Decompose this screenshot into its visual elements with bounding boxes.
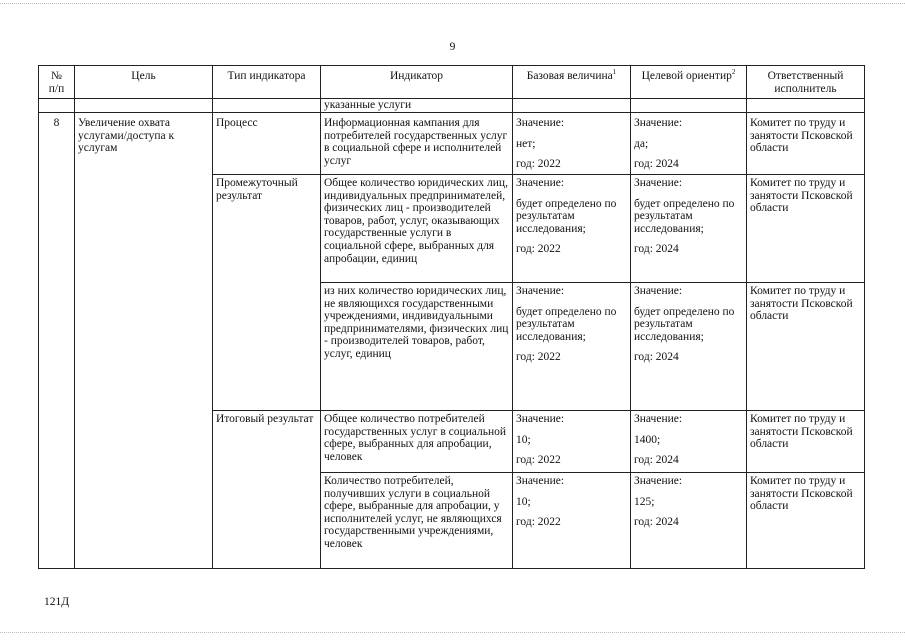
- indicators-table: [38, 65, 865, 569]
- baseline-cell: Значение: будет определено по результатам исследования; год: 2022: [513, 175, 631, 283]
- scan-top-edge: [0, 3, 905, 4]
- header-indicator: Индикатор: [321, 66, 513, 99]
- indicator-cell: Общее количество юридических лиц, индивидуальных предпринимателей, физических лиц - производителей товаров, работ, услуг, оказывающих государственные услуги в социальной сфере, выбранных для апробации, единиц: [321, 175, 513, 283]
- indicator-type-cell: Итоговый результат: [213, 411, 321, 569]
- baseline-cell: Значение: будет определено по результатам исследования; год: 2022: [513, 283, 631, 411]
- target-cell: Значение: 125; год: 2024: [631, 473, 747, 569]
- document-code: 121Д: [44, 596, 70, 608]
- target-cell: Значение: будет определено по результатам исследования; год: 2024: [631, 283, 747, 411]
- footnote-mark: 2: [731, 68, 736, 77]
- header-target: Целевой ориентир$^2$: [631, 66, 747, 99]
- continuation-indicator: указанные услуги: [321, 99, 513, 113]
- goal-cell: Увеличение охвата услугами/доступа к услугам: [75, 113, 213, 569]
- indicator-cell: Количество потребителей, получивших услуги в социальной сфере, выбранные для апробации, у исполнителей услуг, не являющихся государственными учреждениями, человек: [321, 473, 513, 569]
- baseline-cell: Значение: 10; год: 2022: [513, 411, 631, 473]
- responsible-cell: Комитет по труду и занятости Псковской области: [747, 113, 865, 175]
- header-goal: Цель: [75, 66, 213, 99]
- target-cell: Значение: будет определено по результатам исследования; год: 2024: [631, 175, 747, 283]
- baseline-cell: Значение: 10; год: 2022: [513, 473, 631, 569]
- indicator-cell: из них количество юридических лиц, не являющихся государственными учреждениями, индивидуальными предпринимателями, физических лиц - производителей товаров, работ, услуг, единиц: [321, 283, 513, 411]
- scan-bottom-edge: [0, 632, 905, 633]
- row-number: 8: [39, 113, 75, 569]
- indicator-cell: Общее количество потребителей государственных услуг в социальной сфере, выбранных для апробации, человек: [321, 411, 513, 473]
- indicator-type-cell: Промежуточный результат: [213, 175, 321, 411]
- footnote-mark: 1: [612, 68, 617, 77]
- page-number: 9: [449, 41, 456, 53]
- header-number: № п/п: [39, 66, 75, 99]
- header-row: [39, 66, 865, 99]
- indicator-cell: Информационная кампания для потребителей государственных услуг в социальной сфере и исполнителей услуг: [321, 113, 513, 175]
- header-responsible: Ответственный исполнитель: [747, 66, 865, 99]
- responsible-cell: Комитет по труду и занятости Псковской области: [747, 473, 865, 569]
- responsible-cell: Комитет по труду и занятости Псковской области: [747, 283, 865, 411]
- header-baseline: Базовая величина$^1$: [513, 66, 631, 99]
- table-row: [39, 113, 865, 175]
- baseline-cell: Значение: нет; год: 2022: [513, 113, 631, 175]
- indicator-type-cell: Процесс: [213, 113, 321, 175]
- responsible-cell: Комитет по труду и занятости Псковской области: [747, 411, 865, 473]
- responsible-cell: Комитет по труду и занятости Псковской области: [747, 175, 865, 283]
- target-cell: Значение: 1400; год: 2024: [631, 411, 747, 473]
- header-indicator-type: Тип индикатора: [213, 66, 321, 99]
- continuation-row: [39, 99, 865, 113]
- target-cell: Значение: да; год: 2024: [631, 113, 747, 175]
